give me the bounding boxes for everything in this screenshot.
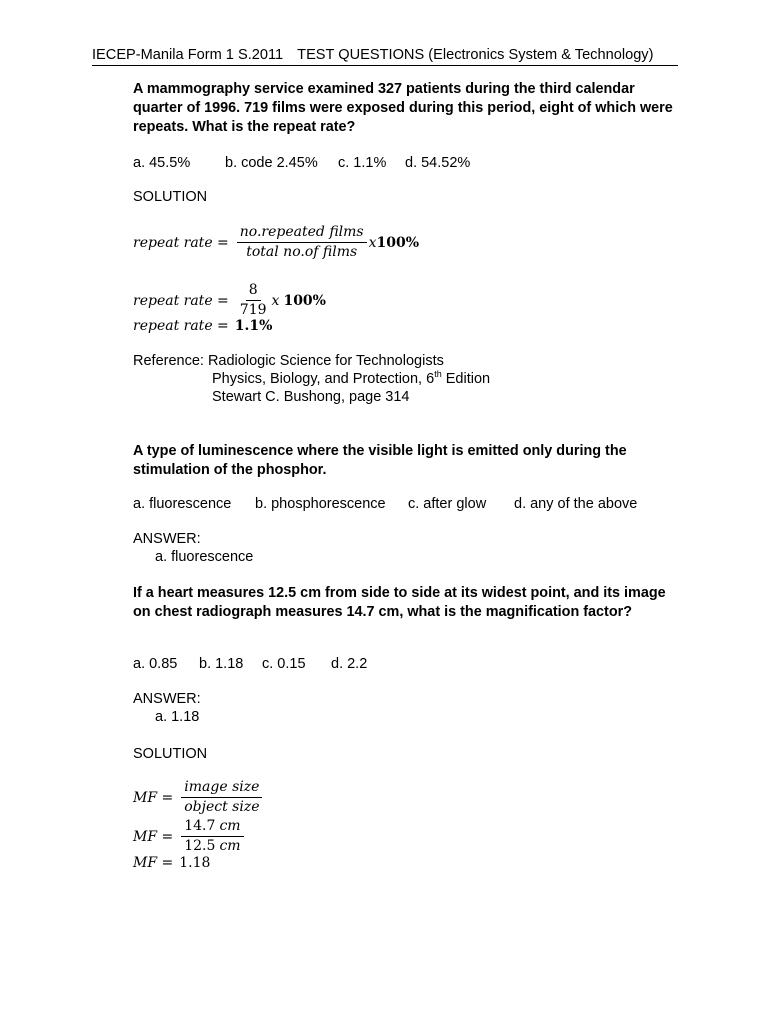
solution-label: SOLUTION [133, 189, 208, 205]
equation-repeat-rate-substituted [133, 282, 326, 319]
answer-label: ANSWER: [133, 531, 201, 547]
percent-value: 100% [283, 292, 326, 309]
solution-label: SOLUTION [133, 746, 208, 762]
header-title: TEST QUESTIONS (Electronics System & Technology) [297, 47, 654, 63]
denominator-value: 12.5 [184, 838, 216, 854]
answer-label: ANSWER: [133, 691, 201, 707]
times-symbol: x [368, 234, 377, 251]
reference-label: Reference: Radiologic Science for Technologists [133, 353, 444, 369]
fraction [237, 282, 270, 319]
reference-edition: Edition [441, 371, 491, 387]
form-label: IECEP-Manila Form 1 S.2011 [92, 47, 284, 63]
fraction [237, 224, 367, 261]
reference-author: Stewart C. Bushong, page 314 [212, 389, 410, 405]
equation-mf-substituted [133, 818, 246, 855]
question-3: If a heart measures 12.5 cm from side to side at its widest point, and its image on chest radiograph measures 14.7 cm, what is the magnification factor? [133, 585, 666, 620]
option-b: b. code 2.45% [225, 155, 318, 171]
equation-lhs: repeat rate = [133, 318, 229, 334]
answer-value: a. fluorescence [155, 549, 254, 565]
equation-repeat-rate-formula [133, 224, 419, 261]
numerator-value: 14.7 [184, 818, 216, 834]
option-a: a. 45.5% [133, 155, 191, 171]
denominator: total no.of films [246, 244, 358, 260]
numerator: 8 [246, 282, 261, 301]
option-d: d. any of the above [514, 496, 638, 512]
equation-lhs: MF = [133, 855, 174, 871]
question-1: A mammography service examined 327 patients during the third calendar quarter of 1996. 719 films were exposed during this period, eight of which were repeats. What is the repeat rate? [133, 81, 673, 135]
numerator: image size [181, 779, 262, 798]
denominator: object size [184, 799, 260, 815]
times-symbol: x [271, 292, 280, 309]
equation-lhs: MF = [133, 789, 174, 806]
denominator: 719 [239, 302, 267, 318]
option-b: b. 1.18 [199, 656, 244, 672]
result-value: 1.1% [234, 318, 273, 334]
option-d: d. 54.52% [405, 155, 471, 171]
equation-lhs: MF = [133, 828, 174, 845]
page-header [92, 46, 678, 66]
edition-superscript: th [434, 369, 442, 379]
option-a: a. 0.85 [133, 656, 178, 672]
equation-lhs: repeat rate = [133, 292, 229, 309]
option-c: c. 1.1% [338, 155, 387, 171]
numerator-unit: cm [219, 818, 241, 834]
question-2: A type of luminescence where the visible light is emitted only during the stimulation of the phosphor. [133, 443, 627, 478]
option-c: c. after glow [408, 496, 487, 512]
reference-line-2 [212, 371, 490, 387]
answer-value: a. 1.18 [155, 709, 200, 725]
percent-value: 100% [376, 234, 420, 251]
option-a: a. fluorescence [133, 496, 232, 512]
result-value: 1.18 [179, 855, 211, 871]
option-d: d. 2.2 [331, 656, 368, 672]
equation-mf-formula [133, 779, 265, 816]
numerator: no.repeated films [237, 224, 367, 243]
option-b: b. phosphorescence [255, 496, 386, 512]
fraction [181, 818, 243, 855]
fraction [181, 779, 262, 816]
option-c: c. 0.15 [262, 656, 306, 672]
reference-title: Physics, Biology, and Protection, 6 [212, 371, 435, 387]
denominator-unit: cm [219, 838, 241, 854]
equation-mf-result [133, 855, 210, 871]
equation-lhs: repeat rate = [133, 234, 229, 251]
equation-repeat-rate-result [133, 318, 272, 334]
